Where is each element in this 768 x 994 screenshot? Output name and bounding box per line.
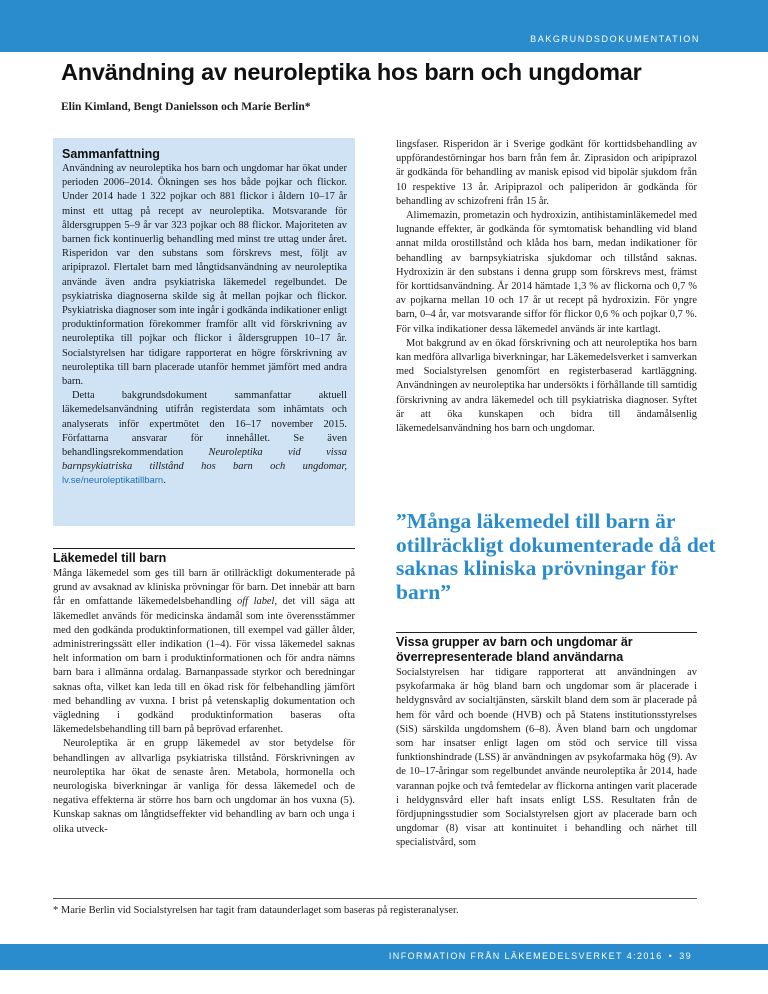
page-title: Användning av neuroleptika hos barn och ungdomar bbox=[61, 59, 642, 85]
body-paragraph: lingsfaser. Risperidon är i Sverige godkänt för korttidsbehandling av uppförandestörningar hos barn från fem år. Ziprasidon och aripiprazol är godkända för behandling av manisk episod vid bipolär sjukdom från 10 respektive 13 år. Aripiprazol och paliperidon är godkända för behandling av schizofreni från 15 år. bbox=[396, 139, 697, 207]
section-divider bbox=[53, 548, 355, 549]
footer-label bbox=[389, 951, 692, 961]
left-column bbox=[53, 548, 355, 837]
publication-name: INFORMATION FRÅN LÄKEMEDELSVERKET 4:2016 bbox=[388, 951, 663, 961]
body-paragraph: Neuroleptika är en grupp läkemedel av stor betydelse för behandlingen av allvarliga psykiatriska tillstånd. Förskrivningen av neuroleptika har ökat de senaste åren. Metabola, hormonella och neurologiska biverkningar är vanliga för dessa läkemedel och de negativa effekterna är större hos barn och ungdomar än hos vuxna (5). Kunskap saknas om långtidseffekter vid behandling av barn och unga i olika utveck- bbox=[53, 738, 355, 835]
summary-end: . bbox=[163, 475, 166, 487]
footnote-divider bbox=[53, 898, 697, 899]
recommendation-title: Neuroleptika vid vissa barnpsykiatriska tillstånd hos barn och ungdomar, bbox=[62, 447, 347, 473]
body-paragraph: Socialstyrelsen har tidigare rapporterat att användningen av psykofarmaka är hög bland barn och ungdomar som är placerade i heldygnsvård av socialtjänsten, särskilt bland dem som är placerade på hem för vård och boende (HVB) och på Statens institutionsstyrelses (SiS) särskilda ungdomshem (6–8). Även bland barn och ungdomar som har insatser enligt lagen om stöd och service till vissa funktionshindrade (LSS) är användningen av psykofarmaka hög (9). Av de 10–17-åringar som regelbundet använde neuroleptika år 2014, hade varannan pojke och två femtedelar av flickorna antingen varit placerade i heldygnsvård eller haft insats enligt LSS. Resultaten från de fördjupningsstudier som Socialstyrelsen gjort av placerade barn och ungdomar (8) visar att kontinuitet i behandling och närhet till specialistvård, som bbox=[396, 667, 697, 849]
section-divider bbox=[396, 632, 697, 633]
footer-bar bbox=[0, 944, 768, 970]
bullet-separator: • bbox=[668, 951, 674, 961]
right-column-top bbox=[396, 138, 697, 436]
section-label: BAKGRUNDSDOKUMENTATION bbox=[530, 34, 700, 44]
summary-paragraph-2 bbox=[62, 389, 347, 488]
body-text: Många läkemedel som ges till barn är otillräckligt dokumenterade på grund av avsaknad av kliniska prövningar för barn. Det innebär att barn får en omfattande läkemedelsbehandling bbox=[53, 568, 355, 608]
section-heading-grupper: Vissa grupper av barn och ungdomar är överrepresenterade bland användarna bbox=[396, 635, 633, 664]
summary-paragraph: Användning av neuroleptika hos barn och ungdomar har ökat under perioden 2006–2014. Ökningen ses hos både pojkar och flickor. Under 2014 hade 1 322 pojkar och 881 flickor i åldern 10–17 år minst ett uttag på recept av neuroleptika. Motsvarande för åldersgruppen 5–9 år var 323 pojkar och 88 flickor. Majoriteten av barnen fick kontinuerlig behandling med minst tre uttag under året. Risperidon var den substans som förskrevs mest, följt av aripiprazol. Flertalet barn med långtidsanvändning av neuroleptika använde även andra psykiatriska läkemedel regelbundet. De psykiatriska diagnoserna skilde sig åt mellan pojkar och flickor. Psykiatriska diagnoser som inte ingår i godkända indikationer enligt produktinformation förekommer framför allt vid förskrivning av neuroleptika till pojkar och flickor i åldersgruppen 10–17 år. Socialstyrelsen har tidigare rapporterat en högre förskrivning av neuroleptika till barn placerade utanför hemmet jämfört med andra barn. bbox=[62, 163, 347, 388]
right-column-bottom bbox=[396, 632, 697, 851]
body-paragraph: Alimemazin, prometazin och hydroxizin, antihistaminläkemedel med lugnande effekter, är godkända för symtomatisk behandling vid bland annat milda orostillstånd och klåda hos barn, medan indikationer för behandling av barnpsykiatriska sjukdomar och tillstånd saknas. Hydroxizin är den substans i denna grupp som förskrevs mest, främst för korttidsanvändning. År 2014 hämtade 1,3 % av flickorna och 0,7 % av pojkarna mellan 10 och 17 år ut recept på hydroxizin. För yngre barn, 0–4 år, var motsvarande siffor för flickor 0,6 % och pojkar 0,7 %. För vilka indikationer dessa läkemedel används är inte kartlagt. bbox=[396, 210, 697, 335]
summary-text: Detta bakgrundsdokument sammanfattar aktuell läkemedelsanvändning utifrån registerdata som inhämtats och analyserats inför expertmötet den 16–17 november 2015. Författarna ansvarar för innehållet. Se även behandlingsrekommendation bbox=[62, 390, 347, 459]
header-bar bbox=[0, 0, 768, 52]
body-paragraph: Mot bakgrund av en ökad förskrivning och att neuroleptika hos barn kan medföra allvarliga biverkningar, har Läkemedelsverket i samverkan med Socialstyrelsen genomfört en registerbaserad kartläggning. Användningen av neuroleptika har undersökts i förhållande till samtidig förskrivning av andra läkemedel och till psykiatriska diagnoser. Syftet är att öka kunskapen och bidra till ändamålsenlig läkemedelsanvändning hos barn och ungdomar. bbox=[396, 337, 697, 435]
section-heading-lakemedel: Läkemedel till barn bbox=[53, 551, 167, 565]
footnote: * Marie Berlin vid Socialstyrelsen har tagit fram dataunderlaget som baseras på registeranalyser. bbox=[53, 905, 459, 916]
pull-quote: ”Många läkemedel till barn är otillräckligt dokumenterade då det saknas kliniska prövningar för barn” bbox=[396, 509, 716, 604]
page-number: 39 bbox=[679, 951, 692, 961]
body-paragraph bbox=[53, 567, 355, 737]
off-label-term: off label bbox=[237, 596, 275, 608]
body-text: , det vill säga att läkemedlet används för medicinska ändamål som inte överensstämmer med den godkända produktinformationen, till exempel vad gäller ålder, administreringssätt eller indikation (1–4). För vissa läkemedel saknas helt information om barn i produktinformationen och för andra nämns barn bara i allmänna ordalag. Barnanpassade styrkor och beredningar saknas ofta, vilket kan leda till en ökad risk för felbehandling jämfört med behandling av vuxna. I brist på vetenskaplig dokumentation och vägledning i godkänd produktinformation baseras ofta läkemedelsbehandling till barn på beprövad erfarenhet. bbox=[53, 596, 356, 736]
summary-box bbox=[53, 138, 355, 526]
authors: Elin Kimland, Bengt Danielsson och Marie Berlin* bbox=[61, 101, 311, 113]
recommendation-link[interactable]: lv.se/neuroleptikatillbarn bbox=[62, 475, 164, 487]
summary-heading: Sammanfattning bbox=[62, 147, 160, 161]
